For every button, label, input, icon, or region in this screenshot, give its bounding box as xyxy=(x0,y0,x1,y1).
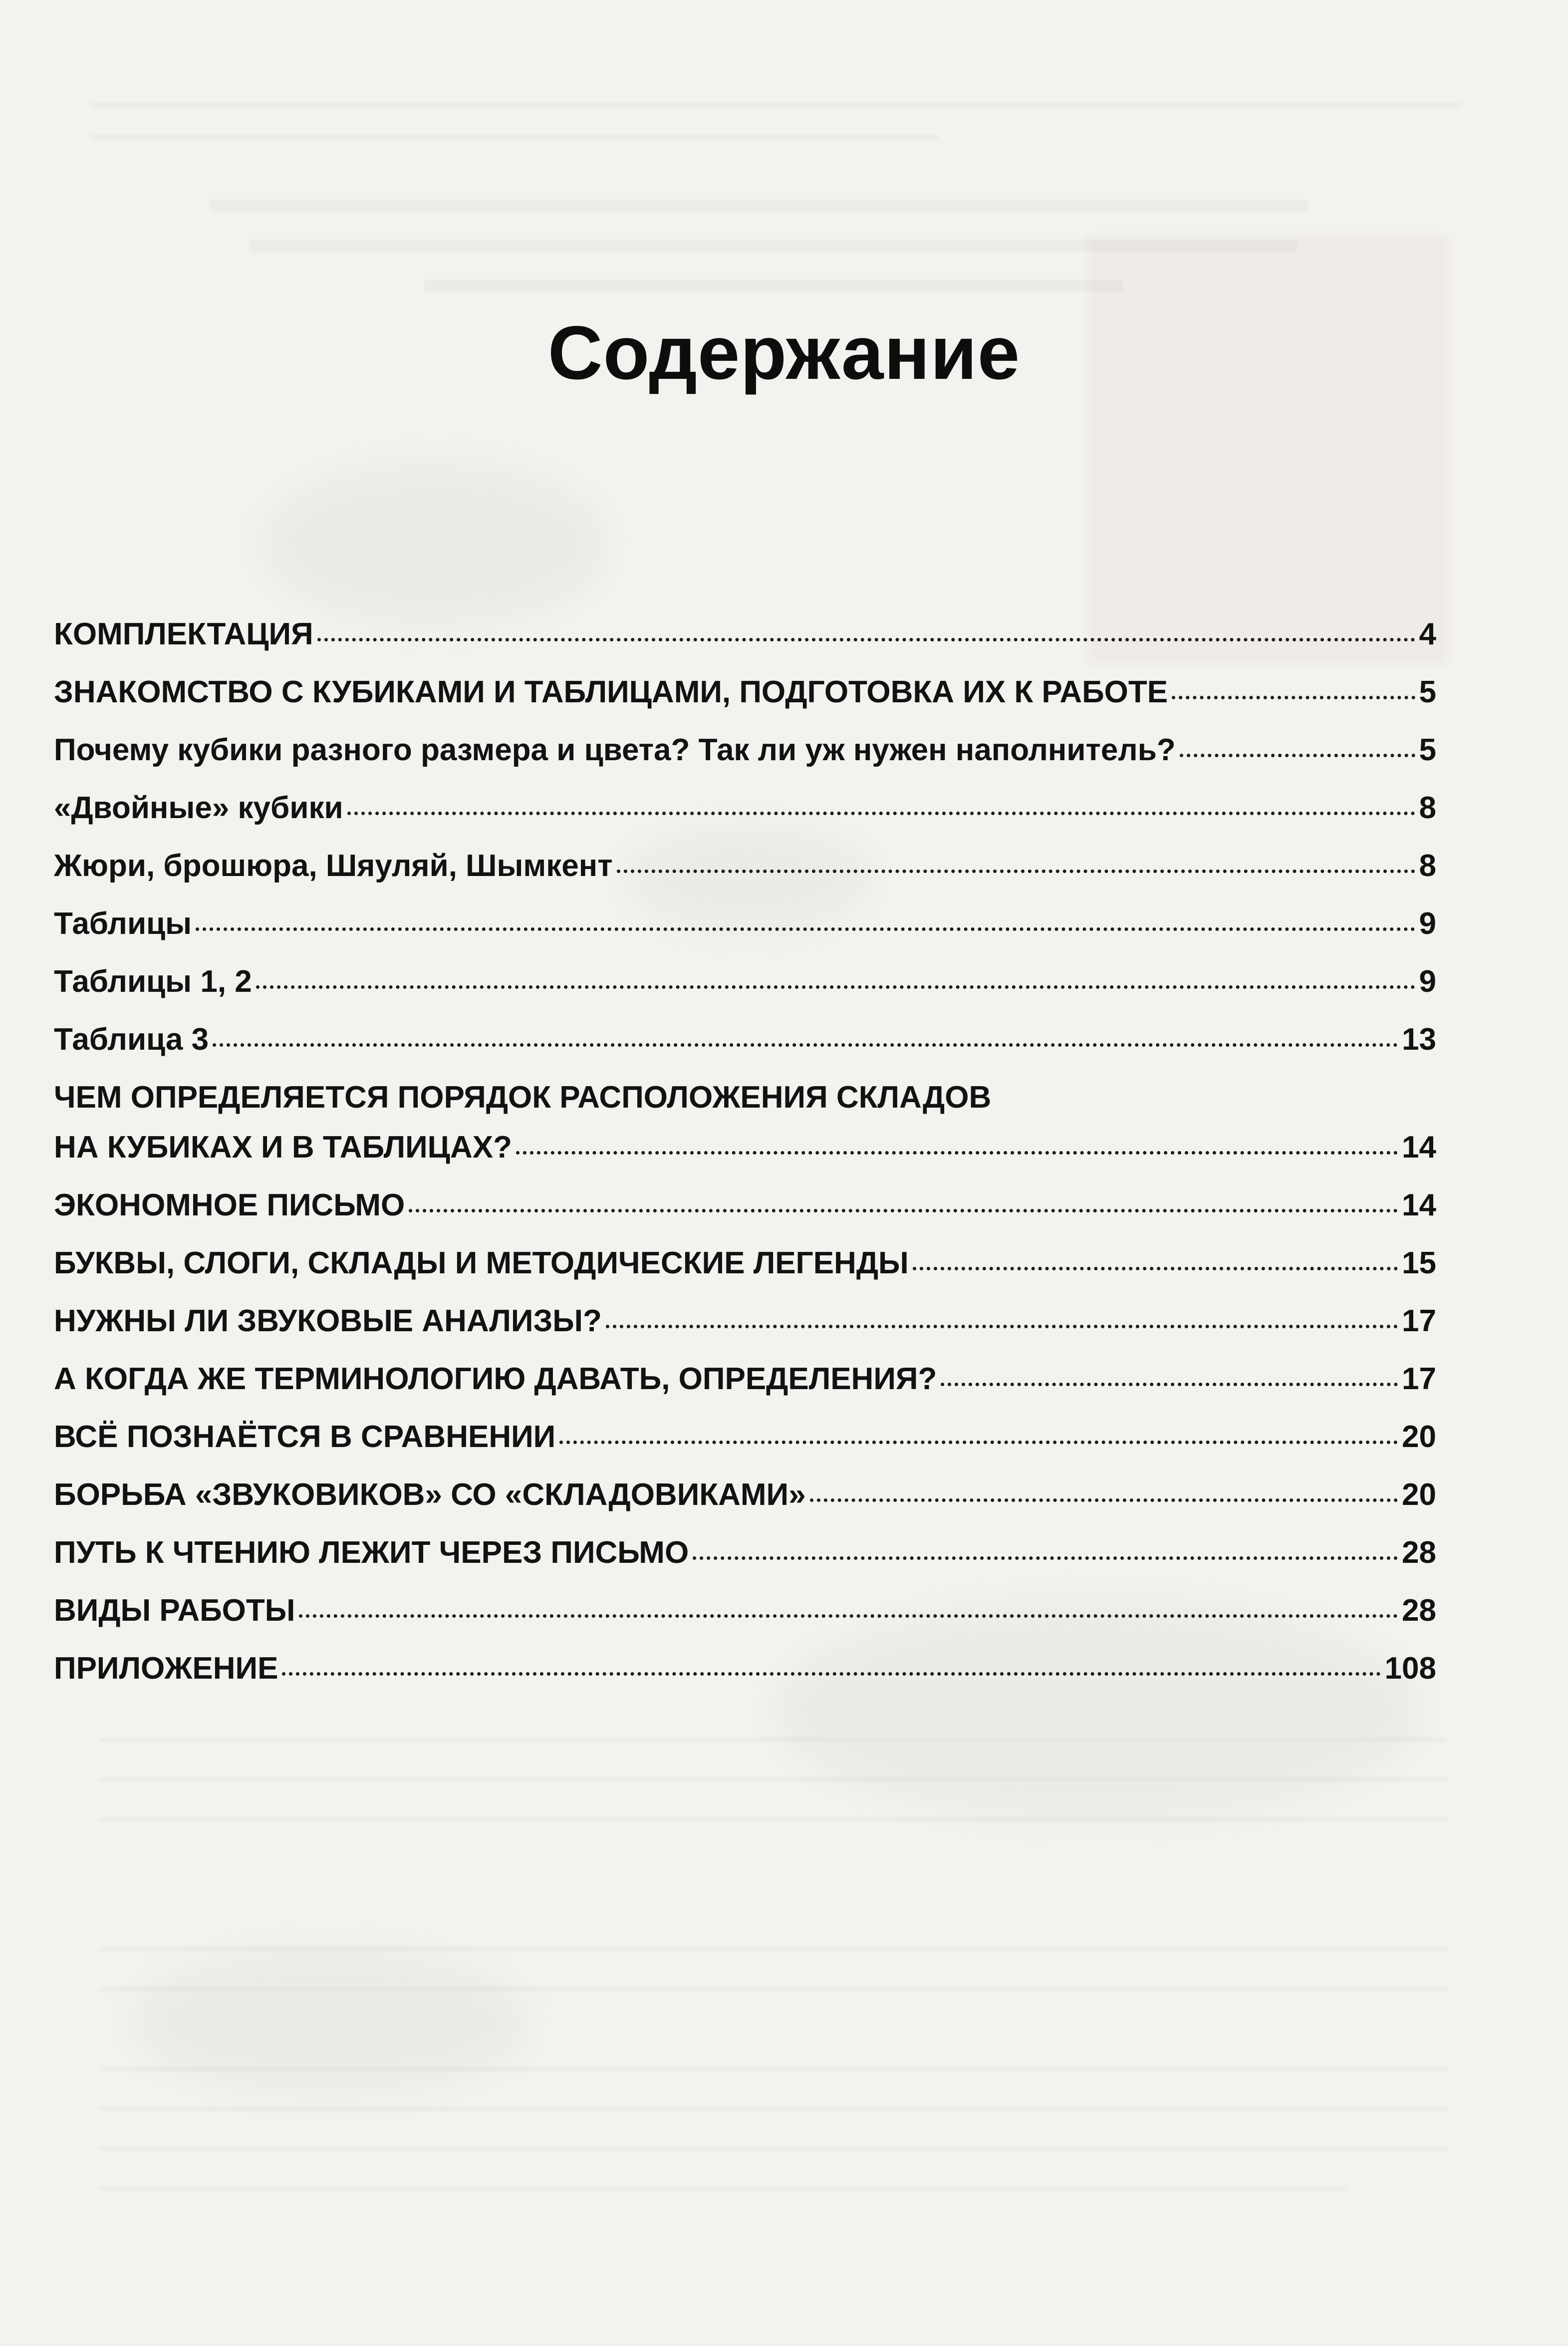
toc-dot-leader xyxy=(810,1498,1398,1502)
toc-entry[interactable] xyxy=(54,1537,1436,1595)
toc-entry-page: 17 xyxy=(1402,1362,1436,1396)
toc-entry-page: 28 xyxy=(1402,1593,1436,1628)
toc-entry-page: 4 xyxy=(1419,617,1436,651)
toc-entry[interactable] xyxy=(54,1306,1436,1364)
toc-entry-page: 108 xyxy=(1384,1651,1436,1686)
toc-entry-title: ЗНАКОМСТВО С КУБИКАМИ И ТАБЛИЦАМИ, ПОДГОТОВКА ИХ К РАБОТЕ xyxy=(54,675,1168,709)
toc-entry-title: ПУТЬ К ЧТЕНИЮ ЛЕЖИТ ЧЕРЕЗ ПИСЬМО xyxy=(54,1535,689,1570)
toc-entry-page: 15 xyxy=(1402,1246,1436,1280)
toc-dot-leader xyxy=(409,1209,1398,1212)
toc-entry-page: 8 xyxy=(1419,849,1436,883)
toc-entry-title: КОМПЛЕКТАЦИЯ xyxy=(54,617,313,651)
toc-entry-page: 20 xyxy=(1402,1420,1436,1454)
toc-entry-title-continued: НА КУБИКАХ И В ТАБЛИЦАХ? xyxy=(54,1130,512,1165)
toc-entry-title: ЭКОНОМНОЕ ПИСЬМО xyxy=(54,1188,405,1222)
toc-entry-title: НУЖНЫ ЛИ ЗВУКОВЫЕ АНАЛИЗЫ? xyxy=(54,1304,602,1338)
toc-entry[interactable] xyxy=(54,966,1436,1024)
toc-dot-leader xyxy=(559,1441,1398,1444)
toc-entry-page: 5 xyxy=(1419,733,1436,767)
toc-dot-leader xyxy=(516,1151,1398,1155)
toc-dot-leader xyxy=(282,1672,1380,1676)
toc-dot-leader xyxy=(213,1043,1398,1047)
toc-entry-page: 9 xyxy=(1419,906,1436,941)
toc-entry[interactable] xyxy=(54,1024,1436,1082)
toc-entry-page: 13 xyxy=(1402,1022,1436,1057)
toc-entry-title: ПРИЛОЖЕНИЕ xyxy=(54,1651,278,1686)
toc-entry[interactable] xyxy=(54,908,1436,966)
toc-entry[interactable] xyxy=(54,1364,1436,1422)
toc-entry-page: 9 xyxy=(1419,964,1436,999)
toc-dot-leader xyxy=(913,1267,1398,1270)
toc-entry-title: А КОГДА ЖЕ ТЕРМИНОЛОГИЮ ДАВАТЬ, ОПРЕДЕЛЕНИЯ? xyxy=(54,1362,937,1396)
toc-entry[interactable] xyxy=(54,1479,1436,1537)
toc-entry-title: Таблицы 1, 2 xyxy=(54,964,252,999)
toc-dot-leader xyxy=(606,1325,1398,1328)
toc-entry-page: 8 xyxy=(1419,791,1436,825)
toc-entry[interactable] xyxy=(54,735,1436,793)
toc-dot-leader xyxy=(317,638,1415,641)
toc-entry[interactable] xyxy=(54,793,1436,851)
toc-entry[interactable] xyxy=(54,851,1436,908)
toc-dot-leader xyxy=(347,812,1415,815)
toc-entry-title: Таблица 3 xyxy=(54,1022,209,1057)
toc-dot-leader xyxy=(941,1383,1398,1386)
toc-entry-title: БОРЬБА «ЗВУКОВИКОВ» СО «СКЛАДОВИКАМИ» xyxy=(54,1477,806,1512)
toc-dot-leader xyxy=(1172,696,1415,699)
toc-entry[interactable] xyxy=(54,1190,1436,1248)
toc-entry-page: 14 xyxy=(1402,1188,1436,1222)
toc-entry[interactable] xyxy=(54,677,1436,735)
toc-dot-leader xyxy=(196,927,1415,931)
table-of-contents xyxy=(54,619,1436,1711)
toc-entry[interactable] xyxy=(54,1595,1436,1653)
toc-dot-leader xyxy=(617,870,1415,873)
toc-entry-line2[interactable] xyxy=(54,1132,1436,1190)
toc-entry-title: БУКВЫ, СЛОГИ, СКЛАДЫ И МЕТОДИЧЕСКИЕ ЛЕГЕНДЫ xyxy=(54,1246,909,1280)
toc-entry[interactable] xyxy=(54,1422,1436,1479)
toc-dot-leader xyxy=(1180,754,1415,757)
toc-entry[interactable] xyxy=(54,1653,1436,1711)
toc-entry-title: ЧЕМ ОПРЕДЕЛЯЕТСЯ ПОРЯДОК РАСПОЛОЖЕНИЯ СКЛАДОВ xyxy=(54,1080,992,1115)
toc-entry-page: 28 xyxy=(1402,1535,1436,1570)
toc-entry-page: 20 xyxy=(1402,1477,1436,1512)
toc-entry-page: 14 xyxy=(1402,1130,1436,1165)
page-title: Содержание xyxy=(547,310,1021,395)
toc-entry-page: 5 xyxy=(1419,675,1436,709)
toc-entry-title: Таблицы xyxy=(54,906,192,941)
toc-entry-title: Жюри, брошюра, Шяуляй, Шымкент xyxy=(54,849,613,883)
toc-dot-leader xyxy=(299,1614,1398,1618)
toc-entry[interactable] xyxy=(54,1248,1436,1306)
toc-dot-leader xyxy=(693,1556,1398,1560)
toc-entry-line1[interactable] xyxy=(54,1082,1436,1132)
toc-entry-title: ВСЁ ПОЗНАЁТСЯ В СРАВНЕНИИ xyxy=(54,1420,556,1454)
toc-entry[interactable] xyxy=(54,619,1436,677)
toc-entry-title: ВИДЫ РАБОТЫ xyxy=(54,1593,295,1628)
toc-entry-page: 17 xyxy=(1402,1304,1436,1338)
toc-dot-leader xyxy=(256,985,1415,989)
toc-entry-title: Почему кубики разного размера и цвета? Так ли уж нужен наполнитель? xyxy=(54,733,1176,767)
toc-entry-title: «Двойные» кубики xyxy=(54,791,343,825)
